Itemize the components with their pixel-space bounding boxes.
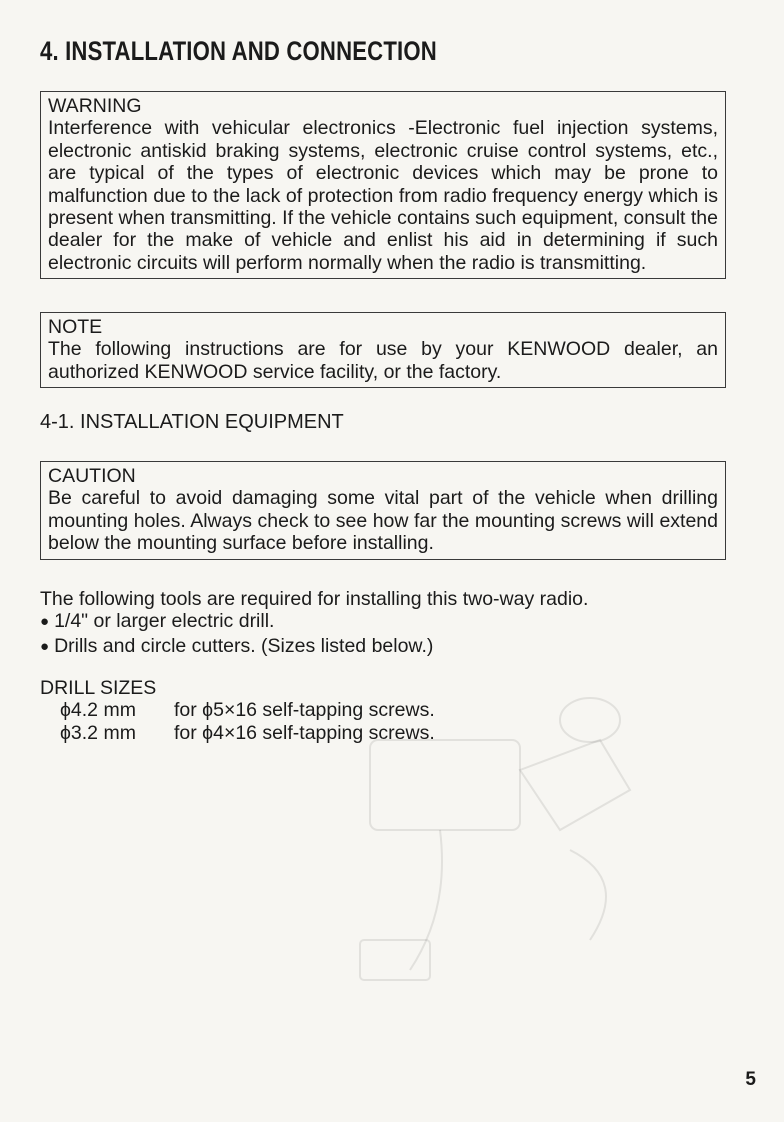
note-box xyxy=(40,312,726,388)
caution-box xyxy=(40,461,726,560)
tools-item: ● Drills and circle cutters. (Sizes listed below.) xyxy=(40,635,740,659)
tools-intro-text: The following tools are required for installing this two-way radio. xyxy=(40,588,589,610)
page-title: 4. INSTALLATION AND CONNECTION xyxy=(40,36,437,66)
section-heading: 4-1. INSTALLATION EQUIPMENT xyxy=(40,411,344,433)
drill-sizes xyxy=(40,677,435,744)
note-heading: NOTE xyxy=(48,316,103,338)
drill-sizes-heading: DRILL SIZES xyxy=(40,677,157,699)
caution-text: Be careful to avoid damaging some vital part of the vehicle when drilling mounting holes. Always check to see how far the mounting screws will extend below the mounting surface before installing. xyxy=(48,487,718,555)
note-text: The following instructions are for use by your KENWOOD dealer, an authorized KENWOOD service facility, or the factory. xyxy=(48,338,718,383)
page-number: 5 xyxy=(745,1069,756,1090)
warning-heading: WARNING xyxy=(48,95,142,117)
drill-use: for ϕ4×16 self-tapping screws. xyxy=(174,721,435,744)
drill-use: for ϕ5×16 self-tapping screws. xyxy=(174,699,435,722)
caution-heading: CAUTION xyxy=(48,465,136,487)
warning-box xyxy=(40,91,726,279)
warning-text: Interference with vehicular electronics -Electronic fuel injection systems, electronic antiskid braking systems, electronic cruise control systems, etc., are typical of the types of electronic devices which may be prone to malfunction due to the lack of protection from radio frequency energy which is present when transmitting. If the vehicle contains such equipment, consult the dealer for the make of vehicle and enlist his aid in determining if such electronic circuits will perform normally when the radio is transmitting. xyxy=(48,117,718,274)
drill-size-row xyxy=(40,699,435,721)
tools-item: ● 1/4" or larger electric drill. xyxy=(40,610,740,634)
tools-list xyxy=(40,588,740,659)
drill-size: ϕ4.2 mm xyxy=(60,699,136,722)
drill-size: ϕ3.2 mm xyxy=(60,721,136,744)
drill-size-row xyxy=(40,722,435,744)
